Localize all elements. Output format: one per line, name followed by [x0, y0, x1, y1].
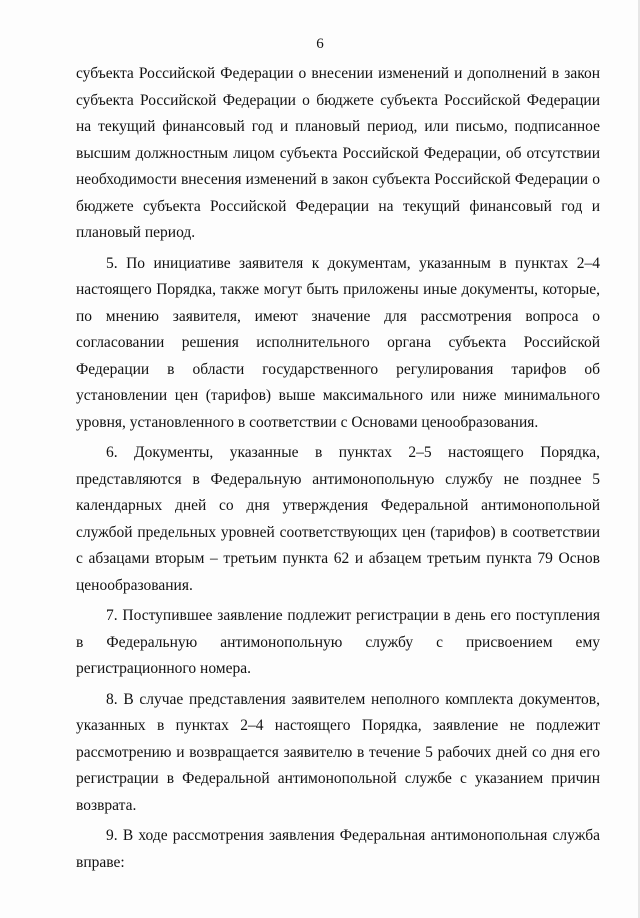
paragraph-8: 8. В случае представления заявителем неполного комплекта документов, указанных в пунктах 2–4 настоящего Порядка, заявление не подлежит рассмотрению и возвращается заявителю в течение 5 рабочих дней со дня его регистрации в Федеральной антимонопольной службе с указанием причин возврата.	[76, 690, 600, 814]
paragraph-6: 6. Документы, указанные в пунктах 2–5 настоящего Порядка, представляются в Федеральную антимонопольную службу не позднее 5 календарных дней со дня утверждения Федеральной антимонопольной службой предельных уровней соответствующих цен (тарифов) в соответствии с абзацами вторым – третьим пункта 62 и абзацем третьим пункта 79 Основ ценообразования.	[76, 444, 600, 594]
paragraph-5: 5. По инициативе заявителя к документам, указанным в пунктах 2–4 настоящего Порядка, также могут быть приложены иные документы, которые, по мнению заявителя, имеют значение для рассмотрения вопроса о согласовании решения исполнительного органа субъекта Российской Федерации в области государственного регулирования тарифов об установлении цен (тарифов) выше максимального или ниже минимального уровня, установленного в соответствии с Основами ценообразования.	[76, 254, 600, 431]
paragraph-continuation: субъекта Российской Федерации о внесении изменений и дополнений в закон субъекта Российской Федерации о бюджете субъекта Российской Федерации на текущий финансовый год и плановый период, или письмо, подписанное высшим должностным лицом субъекта Российской Федерации, об отсутствии необходимости внесения изменений в закон субъекта Российской Федерации о бюджете субъекта Российской Федерации на текущий финансовый год и плановый период.	[76, 65, 600, 241]
document-body	[76, 61, 600, 876]
paragraph-9: 9. В ходе рассмотрения заявления Федеральная антимонопольная служба вправе:	[76, 827, 600, 871]
paragraph-7: 7. Поступившее заявление подлежит регистрации в день его поступления в Федеральную антимонопольную службу с присвоением ему регистрационного номера.	[76, 607, 600, 677]
page-number: 6	[316, 36, 324, 52]
